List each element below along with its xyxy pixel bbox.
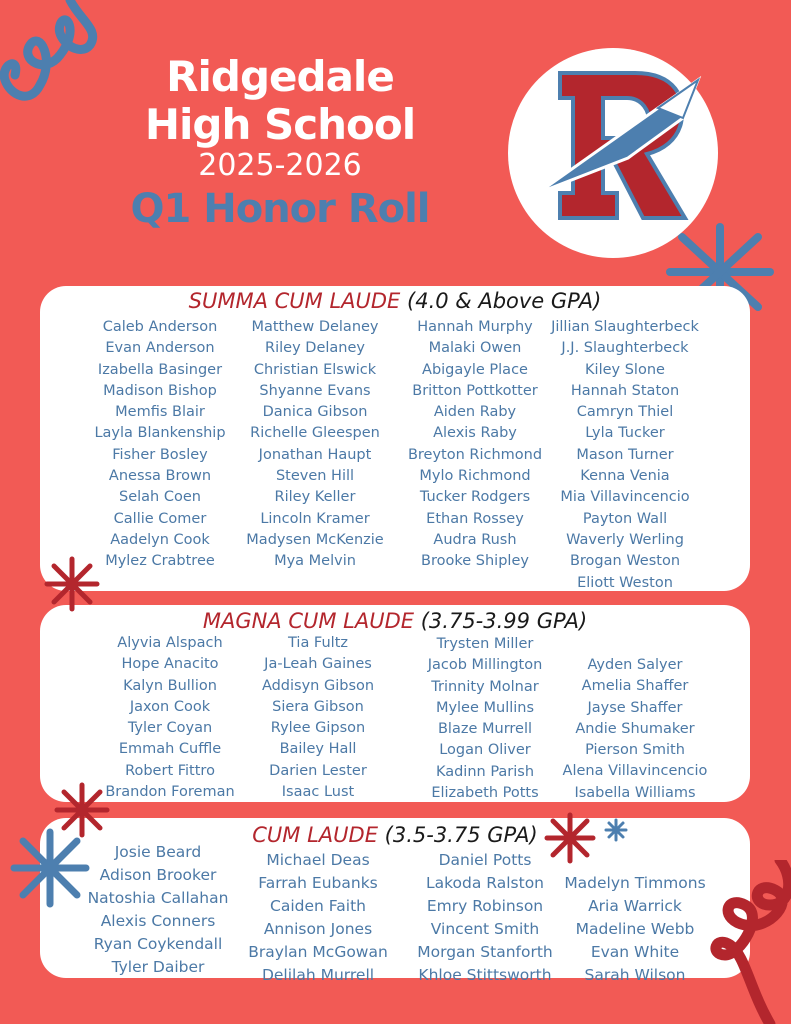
honoree-name: Camryn Thiel — [576, 404, 674, 421]
honoree-name: Riley Keller — [274, 489, 356, 506]
honoree-name: Shyanne Evans — [259, 382, 371, 399]
honoree-name: Abigayle Place — [422, 361, 528, 378]
honoree-name: Isaac Lust — [281, 784, 355, 801]
star-blue-small-center-icon — [604, 818, 628, 842]
honoree-name: Jacob Millington — [427, 657, 543, 674]
honoree-name: Christian Elswick — [253, 361, 377, 378]
honoree-name: Madeline Webb — [575, 920, 695, 938]
honoree-name: Addisyn Gibson — [261, 677, 375, 694]
honoree-name: Jonathan Haupt — [258, 446, 372, 463]
cum-laude-column-1 — [78, 841, 238, 979]
honoree-name: Trysten Miller — [436, 636, 534, 652]
honoree-name: Audra Rush — [433, 531, 517, 548]
magna-column-1 — [90, 633, 250, 803]
star-red-center-icon — [544, 812, 596, 864]
honoree-name: Caiden Faith — [270, 897, 366, 915]
honoree-name: Kenna Venia — [580, 468, 670, 485]
cum-laude-card — [40, 818, 750, 984]
honoree-name: Danica Gibson — [262, 404, 368, 421]
honoree-name: Kadinn Parish — [435, 763, 535, 780]
honoree-name: Rylee Gipson — [270, 720, 366, 737]
cum-laude-heading-range: (3.5-3.75 GPA) — [384, 823, 538, 847]
honoree-name: Waverly Werling — [566, 531, 684, 548]
honoree-name: Bailey Hall — [279, 741, 357, 758]
honoree-name: Riley Delaney — [265, 340, 365, 357]
honoree-name: Robert Fittro — [125, 762, 215, 779]
school-name-line2: High School — [144, 100, 416, 149]
honoree-name: Anessa Brown — [108, 468, 212, 485]
honoree-name: Brooke Shipley — [421, 553, 529, 570]
honoree-name: Mylez Crabtree — [105, 553, 215, 570]
honoree-name: Josie Beard — [114, 843, 202, 861]
honoree-name: Brogan Weston — [569, 553, 681, 570]
honoree-name: Pierson Smith — [585, 742, 685, 759]
honoree-name: Tyler Daiber — [111, 958, 205, 976]
honoree-name: Mason Turner — [576, 446, 674, 463]
honoree-name: Madysen McKenzie — [246, 531, 384, 548]
honoree-name: Payton Wall — [582, 510, 668, 527]
rocket-r-logo-icon — [508, 48, 718, 258]
honoree-name: Ethan Rossey — [426, 510, 524, 527]
honoree-name: Delilah Murrell — [261, 966, 375, 984]
school-year: 2025-2026 — [198, 148, 362, 183]
honoree-name: Kalyn Bullion — [123, 677, 217, 694]
summa-heading-range: (4.0 & Above GPA) — [407, 289, 602, 313]
honoree-name: Tia Fultz — [288, 635, 348, 651]
magna-column-3 — [405, 634, 565, 804]
honoree-name: Natoshia Callahan — [87, 889, 229, 907]
honoree-name: Aiden Raby — [433, 404, 517, 421]
star-red-left-icon — [44, 556, 100, 612]
honoree-name: Jaxon Cook — [129, 698, 211, 715]
honoree-name: Elizabeth Potts — [431, 785, 539, 802]
honoree-name: Ayden Salyer — [587, 657, 683, 673]
honoree-name: Eliott Weston — [577, 574, 673, 591]
honoree-name: Isabella Williams — [574, 784, 696, 801]
honoree-name: Braylan McGowan — [248, 943, 388, 961]
honor-roll-title: Q1 Honor Roll — [130, 186, 430, 232]
honoree-name: Madison Bishop — [103, 382, 217, 399]
summa-heading — [40, 289, 750, 313]
honoree-name: Hannah Staton — [570, 382, 680, 399]
honoree-name: Fisher Bosley — [112, 446, 208, 463]
honoree-name: Daniel Potts — [438, 851, 532, 869]
cum-laude-column-3 — [405, 849, 565, 987]
honoree-name: Aria Warrick — [588, 897, 682, 915]
summa-column-1 — [80, 317, 240, 573]
honoree-name: Siera Gibson — [272, 698, 364, 715]
honoree-name: Logan Oliver — [439, 742, 531, 759]
honoree-name: Breyton Richmond — [407, 446, 543, 463]
honoree-name: Lincoln Kramer — [260, 510, 370, 527]
honoree-name: Amelia Shaffer — [581, 678, 689, 695]
honoree-name: Alexis Raby — [433, 425, 517, 442]
honoree-name: Layla Blankenship — [94, 425, 226, 442]
school-name-line1: Ridgedale — [166, 52, 394, 101]
honoree-name: Brandon Foreman — [105, 784, 235, 801]
honoree-name: J.J. Slaughterbeck — [561, 340, 689, 357]
honoree-name: Morgan Stanforth — [417, 943, 553, 961]
honoree-name: Selah Coen — [119, 489, 201, 506]
honoree-name: Matthew Delaney — [251, 319, 379, 335]
honoree-name: Mylo Richmond — [419, 468, 531, 485]
honoree-name: Mia Villavincencio — [560, 489, 690, 506]
summa-column-2 — [235, 317, 395, 573]
summa-heading-name: SUMMA CUM LAUDE — [188, 289, 401, 313]
honoree-name: Memfis Blair — [115, 404, 205, 421]
honoree-name: Tyler Coyan — [127, 720, 213, 737]
magna-column-2 — [238, 633, 398, 803]
honoree-name: Sarah Wilson — [584, 966, 686, 984]
honoree-name: Khloe Stittsworth — [418, 966, 552, 984]
honoree-name: Emmah Cuffle — [118, 741, 222, 758]
star-blue-left-icon — [10, 828, 90, 908]
honoree-name: Blaze Murrell — [437, 721, 533, 738]
honoree-name: Mylee Mullins — [435, 699, 535, 716]
honoree-name: Lakoda Ralston — [426, 874, 544, 892]
honoree-name: Ja-Leah Gaines — [264, 656, 372, 673]
magna-heading — [40, 609, 750, 633]
honoree-name: Britton Pottkotter — [412, 382, 538, 399]
magna-heading-range: (3.75-3.99 GPA) — [420, 609, 588, 633]
honoree-name: Steven Hill — [275, 468, 355, 485]
magna-heading-name: MAGNA CUM LAUDE — [202, 609, 415, 633]
honoree-name: Alexis Conners — [100, 912, 216, 930]
honoree-name: Madelyn Timmons — [564, 874, 706, 892]
summa-cum-laude-card — [40, 286, 750, 591]
honoree-name: Adison Brooker — [99, 866, 217, 884]
honoree-name: Andie Shumaker — [575, 720, 695, 737]
magna-cum-laude-card — [40, 605, 750, 802]
honoree-name: Farrah Eubanks — [258, 874, 378, 892]
honoree-name: Evan White — [590, 943, 680, 961]
honoree-name: Alyvia Alspach — [117, 635, 223, 651]
magna-column-4 — [550, 655, 720, 804]
honoree-name: Ryan Coykendall — [93, 935, 223, 953]
summa-column-3 — [395, 317, 555, 573]
honoree-name: Caleb Anderson — [102, 319, 218, 335]
honoree-name: Vincent Smith — [430, 920, 540, 938]
honoree-name: Darien Lester — [269, 762, 367, 779]
honoree-name: Richelle Gleespen — [250, 425, 380, 442]
honoree-name: Alena Villavincencio — [562, 763, 708, 780]
school-logo — [508, 48, 718, 258]
summa-column-4 — [540, 317, 710, 594]
honoree-name: Lyla Tucker — [585, 425, 665, 442]
honoree-name: Jayse Shaffer — [587, 699, 683, 716]
honoree-name: Aadelyn Cook — [110, 531, 210, 548]
honoree-name: Emry Robinson — [426, 897, 544, 915]
honoree-name: Callie Comer — [113, 510, 207, 527]
honoree-name: Hannah Murphy — [417, 319, 533, 335]
honoree-name: Malaki Owen — [428, 340, 522, 357]
honoree-name: Kiley Slone — [585, 361, 665, 378]
squiggle-red-bottom-right-icon — [700, 860, 791, 1024]
cum-laude-column-4 — [550, 872, 720, 987]
honoree-name: Jillian Slaughterbeck — [551, 319, 699, 335]
honoree-name: Izabella Basinger — [97, 361, 223, 378]
honoree-name: Trinnity Molnar — [431, 678, 539, 695]
honoree-name: Hope Anacito — [121, 656, 219, 673]
honoree-name: Michael Deas — [266, 851, 370, 869]
honoree-name: Mya Melvin — [274, 553, 356, 570]
honoree-name: Annison Jones — [263, 920, 373, 938]
honoree-name: Tucker Rodgers — [419, 489, 531, 506]
cum-laude-heading-name: CUM LAUDE — [252, 823, 378, 847]
cum-laude-column-2 — [238, 849, 398, 987]
honoree-name: Evan Anderson — [105, 340, 215, 357]
